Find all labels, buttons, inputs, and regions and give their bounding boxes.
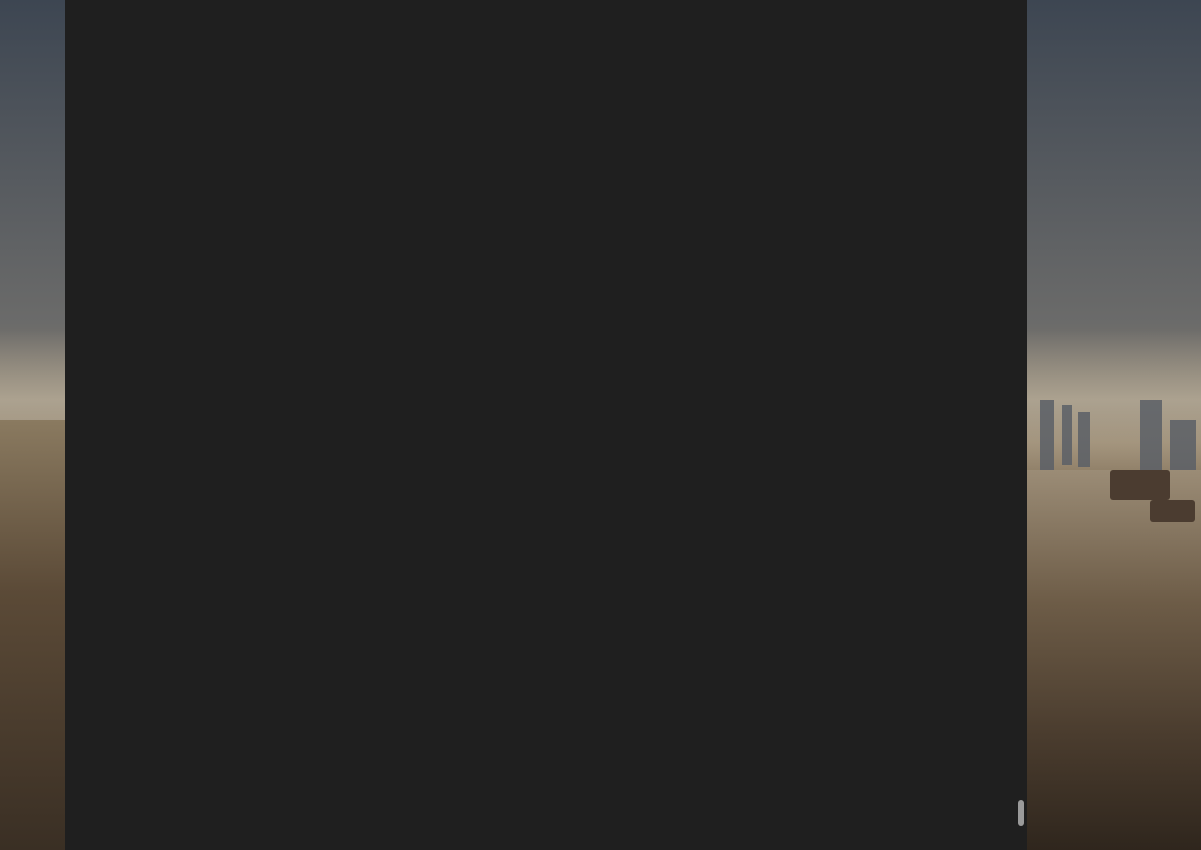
chat-panel [65,0,1027,850]
scrollbar-thumb[interactable] [1018,800,1024,826]
background-spire [1140,400,1162,470]
background-spire [1062,405,1072,465]
background-ground-left [0,420,70,850]
background-spire [1040,400,1054,470]
scrollbar[interactable] [1017,0,1025,850]
background-spire [1170,420,1196,470]
background-rock [1150,500,1195,522]
background-rock [1110,470,1170,500]
background-spire [1078,412,1090,467]
